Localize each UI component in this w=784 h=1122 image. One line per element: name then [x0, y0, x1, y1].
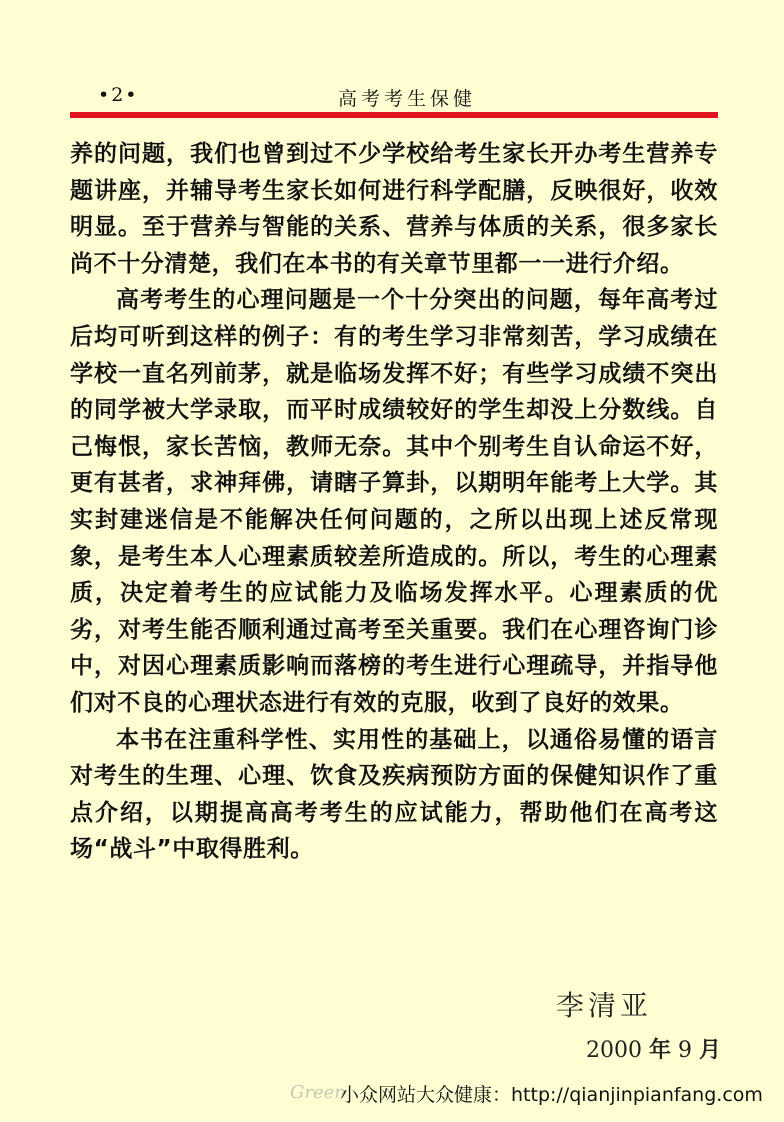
watermark: Green — [290, 1082, 346, 1103]
running-title: 高考考生保健 — [338, 88, 477, 110]
date-year-unit: 年 — [649, 1038, 672, 1063]
date-line — [586, 1033, 721, 1064]
date-month-unit: 月 — [699, 1038, 722, 1063]
paragraph: 本书在注重科学性、实用性的基础上，以通俗易懂的语言对考生的生理、心理、饮食及疾病预防方面的保健知识作了重点介绍，以期提高高考考生的应试能力，帮助他们在高考这场“战斗”中取得胜利。 — [70, 726, 718, 863]
body-text — [70, 136, 718, 868]
date-month: 9 — [678, 1038, 693, 1063]
paragraph: 养的问题，我们也曾到过不少学校给考生家长开办考生营养专题讲座，并辅导考生家长如何进行科学配膳，反映很好，收效明显。至于营养与智能的关系、营养与体质的关系，很多家长尚不十分清楚，我们在本书的有关章节里都一一进行介绍。 — [70, 141, 718, 277]
footer-source-link[interactable]: 小众网站大众健康：http://qianjinpianfang.com — [340, 1084, 763, 1106]
author-signature: 李清亚 — [556, 989, 653, 1022]
header-rule — [70, 112, 718, 118]
page-number: •2• — [98, 84, 139, 106]
paragraph: 高考考生的心理问题是一个十分突出的问题，每年高考过后均可听到这样的例子：有的考生学习非常刻苦，学习成绩在学校一直名列前茅，就是临场发挥不好；有些学习成绩不突出的同学被大学录取，而平时成绩较好的学生却没上分数线。自己悔恨，家长苦恼，教师无奈。其中个别考生自认命运不好，更有甚者，求神拜佛，请瞎子算卦，以期明年能考上大学。其实封建迷信是不能解决任何问题的，之所以出现上述反常现象，是考生本人心理素质较差所造成的。所以，考生的心理素质，决定着考生的应试能力及临场发挥水平。心理素质的优劣，对考生能否顺利通过高考至关重要。我们在心理咨询门诊中，对因心理素质影响而落榜的考生进行心理疏导，并指导他们对不良的心理状态进行有效的克服，收到了良好的效果。 — [70, 287, 718, 716]
date-year: 2000 — [586, 1038, 642, 1063]
